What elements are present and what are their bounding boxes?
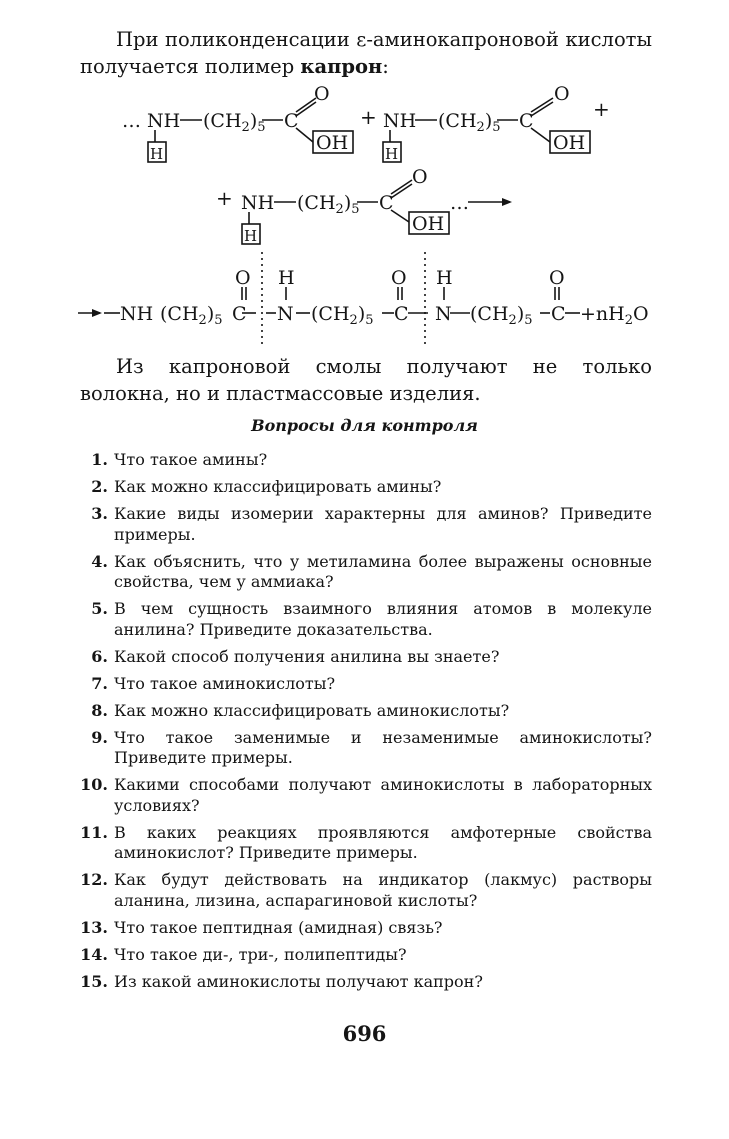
question-number: 4. xyxy=(91,551,108,571)
question-number: 9. xyxy=(91,727,108,747)
question-text: Как можно классифицировать амины? xyxy=(114,477,442,496)
question-text: Что такое амины? xyxy=(114,450,268,469)
carbonyl-oxygen: O xyxy=(314,83,330,105)
question-text: Какие виды изомерии характерны для аминов? Приведите примеры. xyxy=(114,504,652,544)
amino-hydrogen: H xyxy=(244,227,258,245)
intro-bold-term: капрон xyxy=(300,55,383,78)
question-text: В каких реакциях проявляются амфотерные свойства аминокислот? Приведите примеры. xyxy=(114,822,652,862)
question-text: В чем сущность взаимного влияния атомов в молекуле анилина? Приведите доказательства. xyxy=(114,599,652,639)
hydroxyl-group: OH xyxy=(316,132,349,154)
water-byproduct: $+nH_2O$ xyxy=(580,303,649,328)
question-item xyxy=(80,450,652,471)
question-item xyxy=(80,599,652,640)
question-number: 8. xyxy=(91,700,108,720)
question-text: Как можно классифицировать аминокислоты? xyxy=(114,700,510,720)
question-number: 13. xyxy=(80,917,108,937)
review-questions-list xyxy=(80,450,652,999)
question-text: Что такое пептидная (амидная) связь? xyxy=(114,917,443,937)
hydroxyl-group: OH xyxy=(412,213,445,235)
carbonyl-oxygen: O xyxy=(412,166,428,188)
question-item xyxy=(80,504,652,545)
question-item xyxy=(80,945,652,966)
carbonyl-carbon: C xyxy=(284,110,299,132)
question-item xyxy=(80,823,652,864)
plus-sign: + xyxy=(216,186,233,210)
polycondensation-scheme xyxy=(0,0,729,360)
question-item xyxy=(80,972,652,993)
question-item xyxy=(80,870,652,911)
question-number: 3. xyxy=(91,504,108,523)
question-item xyxy=(80,918,652,939)
question-text: Что такое ди-, три-, полипептиды? xyxy=(114,944,407,964)
question-item xyxy=(80,552,652,593)
hydroxyl-group: OH xyxy=(553,132,586,154)
product-carbonyl-oxygen: O xyxy=(235,267,251,289)
plus-sign: + xyxy=(593,97,610,121)
question-number: 6. xyxy=(91,646,108,666)
page-number: 696 xyxy=(342,1021,387,1046)
question-text: Что такое аминокислоты? xyxy=(114,673,336,693)
question-number: 14. xyxy=(80,944,108,964)
question-text: Какой способ получения анилина вы знаете? xyxy=(114,646,500,666)
section-title: Вопросы для контроля xyxy=(251,416,478,435)
chain-ellipsis-start: … xyxy=(122,110,141,132)
resin-text: Из капроновой смолы получают не только волокна, но и пластмассовые изделия. xyxy=(80,355,652,405)
product-carbonyl-carbon: C xyxy=(232,303,247,325)
amino-hydrogen: H xyxy=(150,145,164,163)
question-item xyxy=(80,775,652,816)
carbonyl-carbon: C xyxy=(379,192,394,214)
carbonyl-carbon: C xyxy=(519,110,534,132)
question-text: Какими способами получают аминокислоты в лабораторных условиях? xyxy=(114,775,652,815)
question-number: 1. xyxy=(91,450,108,469)
plus-sign: + xyxy=(360,105,377,129)
amino-group: NH xyxy=(241,192,275,214)
question-item xyxy=(80,674,652,695)
product-methylene-group: $(CH_2)_5$ xyxy=(470,303,533,328)
question-number: 12. xyxy=(80,870,108,889)
product-amide-nitrogen: N xyxy=(277,303,294,325)
chain-ellipsis-end: … xyxy=(450,192,469,214)
intro-text: При поликонденсации ε-аминокапроновой кислоты получается полимер xyxy=(80,28,652,78)
product-amide-nitrogen: N xyxy=(435,303,452,325)
methylene-group: $(CH_2)_5$ xyxy=(438,110,501,135)
methylene-group: $(CH_2)_5$ xyxy=(297,192,360,217)
question-item xyxy=(80,701,652,722)
question-text: Как будут действовать на индикатор (лакмус) растворы аланина, лизина, аспарагиновой кислоты? xyxy=(114,870,652,910)
amino-hydrogen: H xyxy=(385,145,399,163)
question-item xyxy=(80,647,652,668)
intro-colon: : xyxy=(382,55,389,78)
question-number: 2. xyxy=(91,477,108,496)
carbonyl-oxygen: O xyxy=(554,83,570,105)
question-number: 15. xyxy=(80,971,108,991)
product-methylene-group: $(CH_2)_5$ xyxy=(311,303,374,328)
resin-paragraph xyxy=(80,353,652,407)
question-text: Как объяснить, что у метиламина более выражены основные свойства, чем у аммиака? xyxy=(114,551,652,591)
amino-group: NH xyxy=(383,110,417,132)
product-carbonyl-carbon: C xyxy=(551,303,566,325)
product-carbonyl-oxygen: O xyxy=(549,267,565,289)
question-text: Что такое заменимые и незаменимые аминокислоты? Приведите примеры. xyxy=(114,727,652,767)
product-amino-group: NH xyxy=(120,303,154,325)
question-number: 10. xyxy=(80,775,108,794)
product-carbonyl-oxygen: O xyxy=(391,267,407,289)
question-number: 11. xyxy=(80,822,108,842)
question-number: 5. xyxy=(91,599,108,618)
product-methylene-group: $(CH_2)_5$ xyxy=(160,303,223,328)
methylene-group: $(CH_2)_5$ xyxy=(203,110,266,135)
product-amide-hydrogen: H xyxy=(278,267,295,289)
question-item xyxy=(80,477,652,498)
product-amide-hydrogen: H xyxy=(436,267,453,289)
question-number: 7. xyxy=(91,673,108,693)
amino-group: NH xyxy=(147,110,181,132)
product-carbonyl-carbon: C xyxy=(394,303,409,325)
question-text: Из какой аминокислоты получают капрон? xyxy=(114,971,483,991)
question-item xyxy=(80,728,652,769)
